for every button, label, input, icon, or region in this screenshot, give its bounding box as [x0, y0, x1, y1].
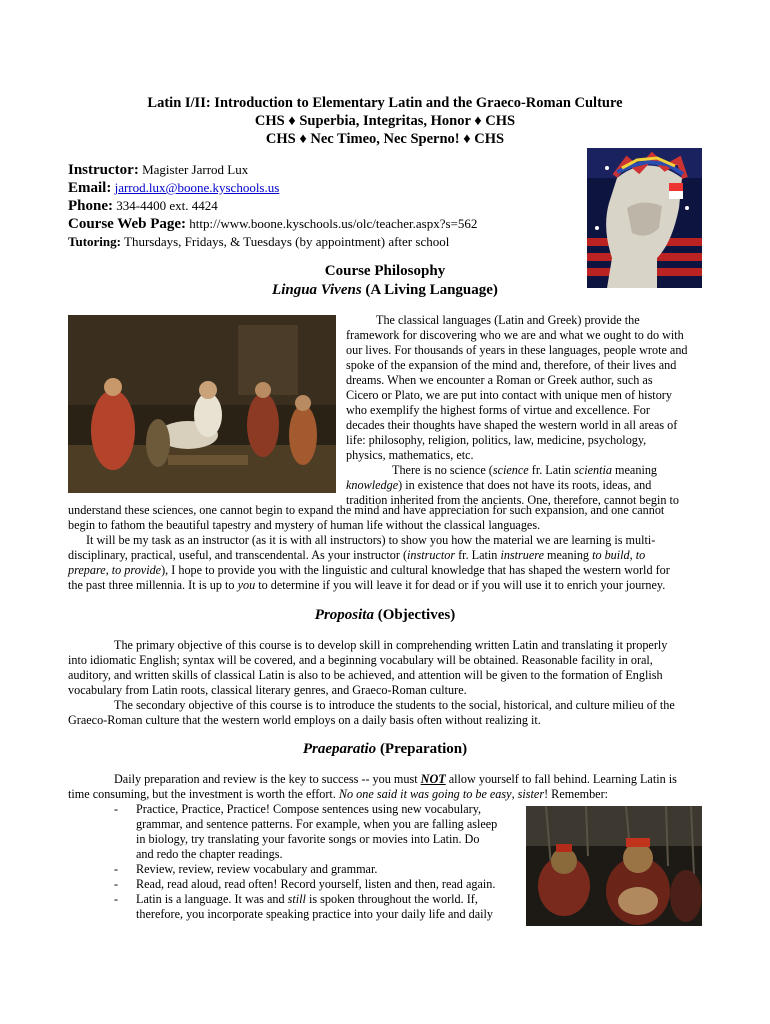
- list-dash: -: [114, 892, 119, 906]
- objectives-paragraph: [68, 638, 702, 728]
- philosophy-paragraph-1: [346, 313, 702, 508]
- text-run: ), I hope to provide you with the linguistic and cultural knowledge that has shaped the western world for: [161, 563, 670, 577]
- philosophy-subheading: [0, 281, 770, 300]
- phone-line: [68, 197, 218, 215]
- spartan-warriors-image: [526, 806, 702, 926]
- philosophy-heading: Course Philosophy: [324, 263, 446, 279]
- text-run: allow yourself to fall behind. Learning Latin is: [445, 772, 677, 786]
- text-run: sister: [517, 787, 545, 801]
- paragraph-line: The primary objective of this course is to develop skill in comprehending written Latin and translating it properly: [114, 638, 668, 652]
- phone-label: Phone:: [68, 198, 113, 214]
- text-run: to determine if you will leave it for dead or if you will use it to enrich your journey.: [255, 578, 666, 592]
- email-link[interactable]: jarrod.lux@boone.kyschools.us: [114, 180, 280, 195]
- motto-line-1: CHS ♦ Superbia, Integritas, Honor ♦ CHS: [254, 113, 516, 129]
- text-run: to: [635, 548, 646, 562]
- title-line-1: Latin I/II: Introduction to Elementary Latin and the Graeco-Roman Culture: [147, 95, 623, 111]
- list-line: Read, read aloud, read often! Record yourself, listen and then, read again.: [136, 877, 496, 891]
- philosophy-paragraph-2: [68, 503, 702, 593]
- list-line: in biology, try translating your favorite songs or movies into Latin. Do: [136, 832, 480, 846]
- text-run: ,: [105, 563, 112, 577]
- preparation-intro: [68, 772, 702, 802]
- objectives-text: (Objectives): [373, 607, 456, 623]
- paragraph-line: into idiomatic English; syntax will be covered, and a beginning vocabulary will be obtained. Reasonable facility in oral,: [68, 653, 653, 667]
- death-of-socrates-painting: [68, 315, 336, 493]
- text-run: knowledge: [346, 478, 399, 492]
- list-item: [114, 877, 524, 892]
- email-line: [68, 179, 279, 197]
- text-run: There is no science (: [392, 463, 493, 477]
- text-run: to build: [592, 548, 630, 562]
- list-dash: -: [114, 802, 119, 816]
- text-run: prepare: [68, 563, 106, 577]
- paragraph-line: Graeco-Roman culture that the western world employs on a daily basis often without realizing it.: [68, 713, 541, 727]
- text-run: ,: [629, 548, 636, 562]
- text-run: meaning: [544, 548, 593, 562]
- living-language-text: (A Living Language): [361, 282, 498, 298]
- list-dash: -: [114, 877, 119, 891]
- text-run: ! Remember:: [544, 787, 609, 801]
- list-line: [136, 892, 524, 907]
- list-line: grammar, and sentence patterns. For example, when you are falling asleep: [136, 817, 498, 831]
- list-item: [114, 892, 524, 922]
- list-line: Review, review, review vocabulary and grammar.: [136, 862, 378, 876]
- list-line: therefore, you incorporate speaking practice into your daily life and daily: [136, 907, 494, 921]
- phone-value: 334-4400 ext. 4424: [116, 198, 218, 213]
- email-label: Email:: [68, 180, 112, 196]
- not-emphasis: NOT: [420, 772, 446, 786]
- document-title: [0, 94, 770, 148]
- list-line: and redo the chapter readings.: [136, 847, 283, 861]
- paragraph-line: Cicero or Plato, we are put into contact with unique men of history: [346, 388, 672, 402]
- text-run: No one said it was going to be easy: [338, 787, 512, 801]
- text-run: disciplinary, practical, useful, and transcendental. As your instructor (: [68, 548, 407, 562]
- paragraph-line: [68, 548, 702, 563]
- proposita-text: Proposita: [314, 607, 374, 623]
- text-run: ,: [511, 787, 518, 801]
- list-dash: -: [114, 862, 119, 876]
- text-run: ) in existence that does not have its roots, ideas, and: [398, 478, 652, 492]
- paragraph-line: life: philosophy, religion, politics, law, medicine, psychology,: [346, 433, 647, 447]
- text-run: scientia: [574, 463, 612, 477]
- tutoring-value: Thursdays, Fridays, & Tuesdays (by appointment) after school: [124, 234, 450, 249]
- list-item: [114, 862, 524, 877]
- instructor-label: Instructor:: [68, 162, 139, 178]
- lingua-vivens-text: Lingua Vivens: [272, 282, 362, 298]
- text-run: instructor: [407, 548, 456, 562]
- objectives-heading: [0, 606, 770, 625]
- text-run: Latin is a language. It was and: [136, 892, 288, 906]
- tutoring-line: [68, 233, 449, 250]
- paragraph-line: [68, 563, 702, 578]
- text-run: you: [237, 578, 256, 592]
- text-run: time consuming, but the investment is worth the effort.: [68, 787, 339, 801]
- paragraph-line: The classical languages (Latin and Greek) provide the: [376, 313, 640, 327]
- list-line: Practice, Practice, Practice! Compose sentences using new vocabulary,: [136, 802, 482, 816]
- text-run: Daily preparation and review is the key to success -- you must: [114, 772, 421, 786]
- paragraph-line: It will be my task as an instructor (as it is with all instructors) to show you how the material we are learning is multi-: [86, 533, 656, 547]
- web-label: Course Web Page:: [68, 216, 187, 232]
- text-run: still: [287, 892, 306, 906]
- paragraph-line: who exemplify the highest forms of virtue and excellence. For: [346, 403, 650, 417]
- motto-line-2: CHS ♦ Nec Timeo, Nec Sperno! ♦ CHS: [265, 131, 505, 147]
- paragraph-line: framework for discovering who we are and what we ought to do with: [346, 328, 684, 342]
- instructor-line: [68, 161, 248, 179]
- paragraph-line: auditory, and written skills of classical Latin is also to be achieved, and attention will be given to the formation of English: [68, 668, 663, 682]
- praeparatio-text: Praeparatio: [302, 741, 377, 757]
- text-run: to provide: [111, 563, 162, 577]
- paragraph-line: The secondary objective of this course is to introduce the students to the social, historical, and culture milieu of the: [114, 698, 675, 712]
- paragraph-line: [68, 772, 702, 787]
- paragraph-line: decades their thoughts have shaped the western world in all areas of: [346, 418, 678, 432]
- paragraph-line: [68, 787, 702, 802]
- paragraph-line: begin to fathom the beautiful tapestry and mystery of human life without the classical languages.: [68, 518, 541, 532]
- list-item: [114, 802, 524, 862]
- paragraph-line: our lives. For thousands of years in these languages, people wrote and: [346, 343, 688, 357]
- web-line: [68, 215, 477, 233]
- text-run: the past three millennia. It is up to: [68, 578, 238, 592]
- text-run: fr. Latin: [455, 548, 501, 562]
- text-run: fr. Latin: [528, 463, 575, 477]
- preparation-text: (Preparation): [376, 741, 468, 757]
- paragraph-line: [346, 478, 702, 493]
- paragraph-line: vocabulary from Latin roots, classical literary genres, and Graeco-Roman culture.: [68, 683, 467, 697]
- paragraph-line: tradition inherited from the ancients. One, therefore, cannot begin to: [346, 493, 680, 507]
- text-run: meaning: [612, 463, 658, 477]
- paragraph-line: [68, 578, 702, 593]
- text-run: science: [492, 463, 529, 477]
- paragraph-line: spoke of the expansion of the mind and, therefore, of their lives and: [346, 358, 677, 372]
- paragraph-line: understand these sciences, one cannot begin to expand the mind and have appreciation for such expansion, and one cannot: [68, 503, 665, 517]
- paragraph-line: physics, mathematics, etc.: [346, 448, 474, 462]
- paragraph-line: [346, 463, 702, 478]
- paragraph-line: dreams. When we encounter a Roman or Greek author, such as: [346, 373, 653, 387]
- preparation-list: [114, 802, 524, 922]
- preparation-heading: [0, 740, 770, 759]
- text-run: instruere: [500, 548, 544, 562]
- web-url: http://www.boone.kyschools.us/olc/teacher.aspx?s=562: [189, 216, 478, 231]
- instructor-name: Magister Jarrod Lux: [142, 162, 249, 177]
- tutoring-label: Tutoring:: [68, 234, 121, 249]
- text-run: is spoken throughout the world. If,: [305, 892, 478, 906]
